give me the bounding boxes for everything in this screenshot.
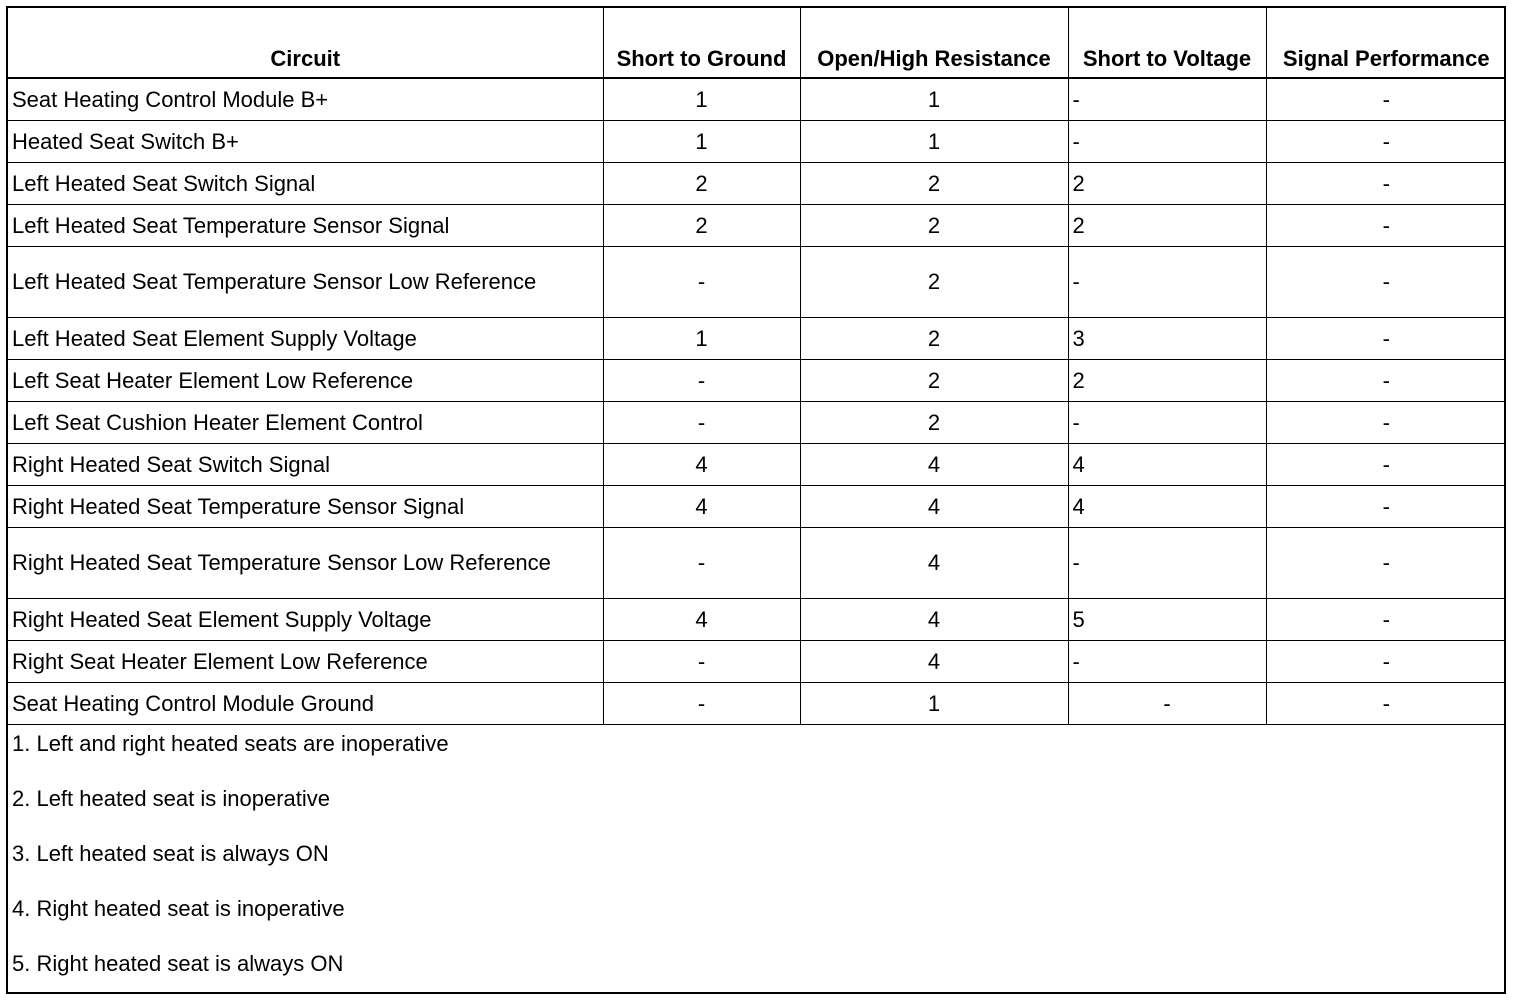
circuit-name: Left Heated Seat Switch Signal [8, 163, 603, 205]
open-high-resistance-value: 2 [800, 318, 1068, 360]
diagnostic-table-container [6, 6, 1506, 994]
header-short-to-voltage: Short to Voltage [1068, 8, 1266, 78]
short-to-ground-value: 2 [603, 205, 800, 247]
short-to-ground-value: 2 [603, 163, 800, 205]
table-row [8, 599, 1506, 641]
circuit-name: Seat Heating Control Module B+ [8, 78, 603, 121]
circuit-name: Left Seat Cushion Heater Element Control [8, 402, 603, 444]
short-to-voltage-value: 2 [1068, 360, 1266, 402]
signal-performance-value: - [1266, 444, 1506, 486]
short-to-ground-value: - [603, 683, 800, 725]
signal-performance-value: - [1266, 163, 1506, 205]
short-to-ground-value: - [603, 360, 800, 402]
circuit-fault-table [8, 8, 1506, 725]
footnote-1: 1. Left and right heated seats are inoperative [12, 731, 449, 756]
circuit-name: Left Heated Seat Element Supply Voltage [8, 318, 603, 360]
signal-performance-value: - [1266, 205, 1506, 247]
open-high-resistance-value: 4 [800, 528, 1068, 599]
footnote-5: 5. Right heated seat is always ON [12, 951, 344, 976]
circuit-name: Left Seat Heater Element Low Reference [8, 360, 603, 402]
signal-performance-value: - [1266, 486, 1506, 528]
table-row [8, 205, 1506, 247]
open-high-resistance-value: 1 [800, 78, 1068, 121]
short-to-voltage-value: - [1068, 247, 1266, 318]
circuit-name: Seat Heating Control Module Ground [8, 683, 603, 725]
header-short-to-ground: Short to Ground [603, 8, 800, 78]
table-row [8, 402, 1506, 444]
table-row [8, 683, 1506, 725]
table-row [8, 486, 1506, 528]
short-to-voltage-value: 2 [1068, 163, 1266, 205]
short-to-voltage-value: - [1068, 402, 1266, 444]
short-to-ground-value: - [603, 402, 800, 444]
short-to-voltage-value: - [1068, 528, 1266, 599]
short-to-voltage-value: 5 [1068, 599, 1266, 641]
signal-performance-value: - [1266, 121, 1506, 163]
short-to-ground-value: - [603, 528, 800, 599]
short-to-voltage-value: - [1068, 121, 1266, 163]
open-high-resistance-value: 4 [800, 444, 1068, 486]
short-to-voltage-value: - [1068, 641, 1266, 683]
signal-performance-value: - [1266, 247, 1506, 318]
table-row [8, 641, 1506, 683]
footnotes [8, 725, 1504, 1004]
header-signal-performance: Signal Performance [1266, 8, 1506, 78]
short-to-ground-value: 1 [603, 121, 800, 163]
circuit-name: Right Heated Seat Temperature Sensor Low Reference [8, 528, 603, 599]
signal-performance-value: - [1266, 318, 1506, 360]
signal-performance-value: - [1266, 78, 1506, 121]
table-row [8, 121, 1506, 163]
open-high-resistance-value: 1 [800, 683, 1068, 725]
short-to-ground-value: 4 [603, 486, 800, 528]
signal-performance-value: - [1266, 599, 1506, 641]
signal-performance-value: - [1266, 402, 1506, 444]
header-open-high-resistance: Open/High Resistance [800, 8, 1068, 78]
circuit-name: Right Seat Heater Element Low Reference [8, 641, 603, 683]
short-to-voltage-value: 2 [1068, 205, 1266, 247]
footnote-3: 3. Left heated seat is always ON [12, 841, 329, 866]
header-row [8, 8, 1506, 78]
short-to-voltage-value: 4 [1068, 444, 1266, 486]
table-row [8, 318, 1506, 360]
circuit-name: Right Heated Seat Switch Signal [8, 444, 603, 486]
signal-performance-value: - [1266, 360, 1506, 402]
table-row [8, 78, 1506, 121]
circuit-name: Left Heated Seat Temperature Sensor Signal [8, 205, 603, 247]
short-to-voltage-value: 3 [1068, 318, 1266, 360]
table-row [8, 528, 1506, 599]
open-high-resistance-value: 4 [800, 641, 1068, 683]
circuit-name: Right Heated Seat Element Supply Voltage [8, 599, 603, 641]
open-high-resistance-value: 4 [800, 599, 1068, 641]
table-row [8, 247, 1506, 318]
short-to-ground-value: - [603, 641, 800, 683]
footnote-2: 2. Left heated seat is inoperative [12, 786, 330, 811]
open-high-resistance-value: 4 [800, 486, 1068, 528]
short-to-ground-value: 4 [603, 599, 800, 641]
short-to-voltage-value: - [1068, 78, 1266, 121]
signal-performance-value: - [1266, 528, 1506, 599]
table-row [8, 163, 1506, 205]
short-to-voltage-value: - [1068, 683, 1266, 725]
signal-performance-value: - [1266, 641, 1506, 683]
footnote-4: 4. Right heated seat is inoperative [12, 896, 345, 921]
signal-performance-value: - [1266, 683, 1506, 725]
open-high-resistance-value: 2 [800, 402, 1068, 444]
open-high-resistance-value: 2 [800, 163, 1068, 205]
circuit-name: Right Heated Seat Temperature Sensor Signal [8, 486, 603, 528]
open-high-resistance-value: 2 [800, 360, 1068, 402]
table-row [8, 360, 1506, 402]
header-circuit: Circuit [8, 8, 603, 78]
short-to-ground-value: 4 [603, 444, 800, 486]
circuit-name: Heated Seat Switch B+ [8, 121, 603, 163]
circuit-name: Left Heated Seat Temperature Sensor Low Reference [8, 247, 603, 318]
open-high-resistance-value: 2 [800, 205, 1068, 247]
table-row [8, 444, 1506, 486]
open-high-resistance-value: 1 [800, 121, 1068, 163]
short-to-ground-value: 1 [603, 78, 800, 121]
short-to-ground-value: 1 [603, 318, 800, 360]
open-high-resistance-value: 2 [800, 247, 1068, 318]
short-to-voltage-value: 4 [1068, 486, 1266, 528]
short-to-ground-value: - [603, 247, 800, 318]
